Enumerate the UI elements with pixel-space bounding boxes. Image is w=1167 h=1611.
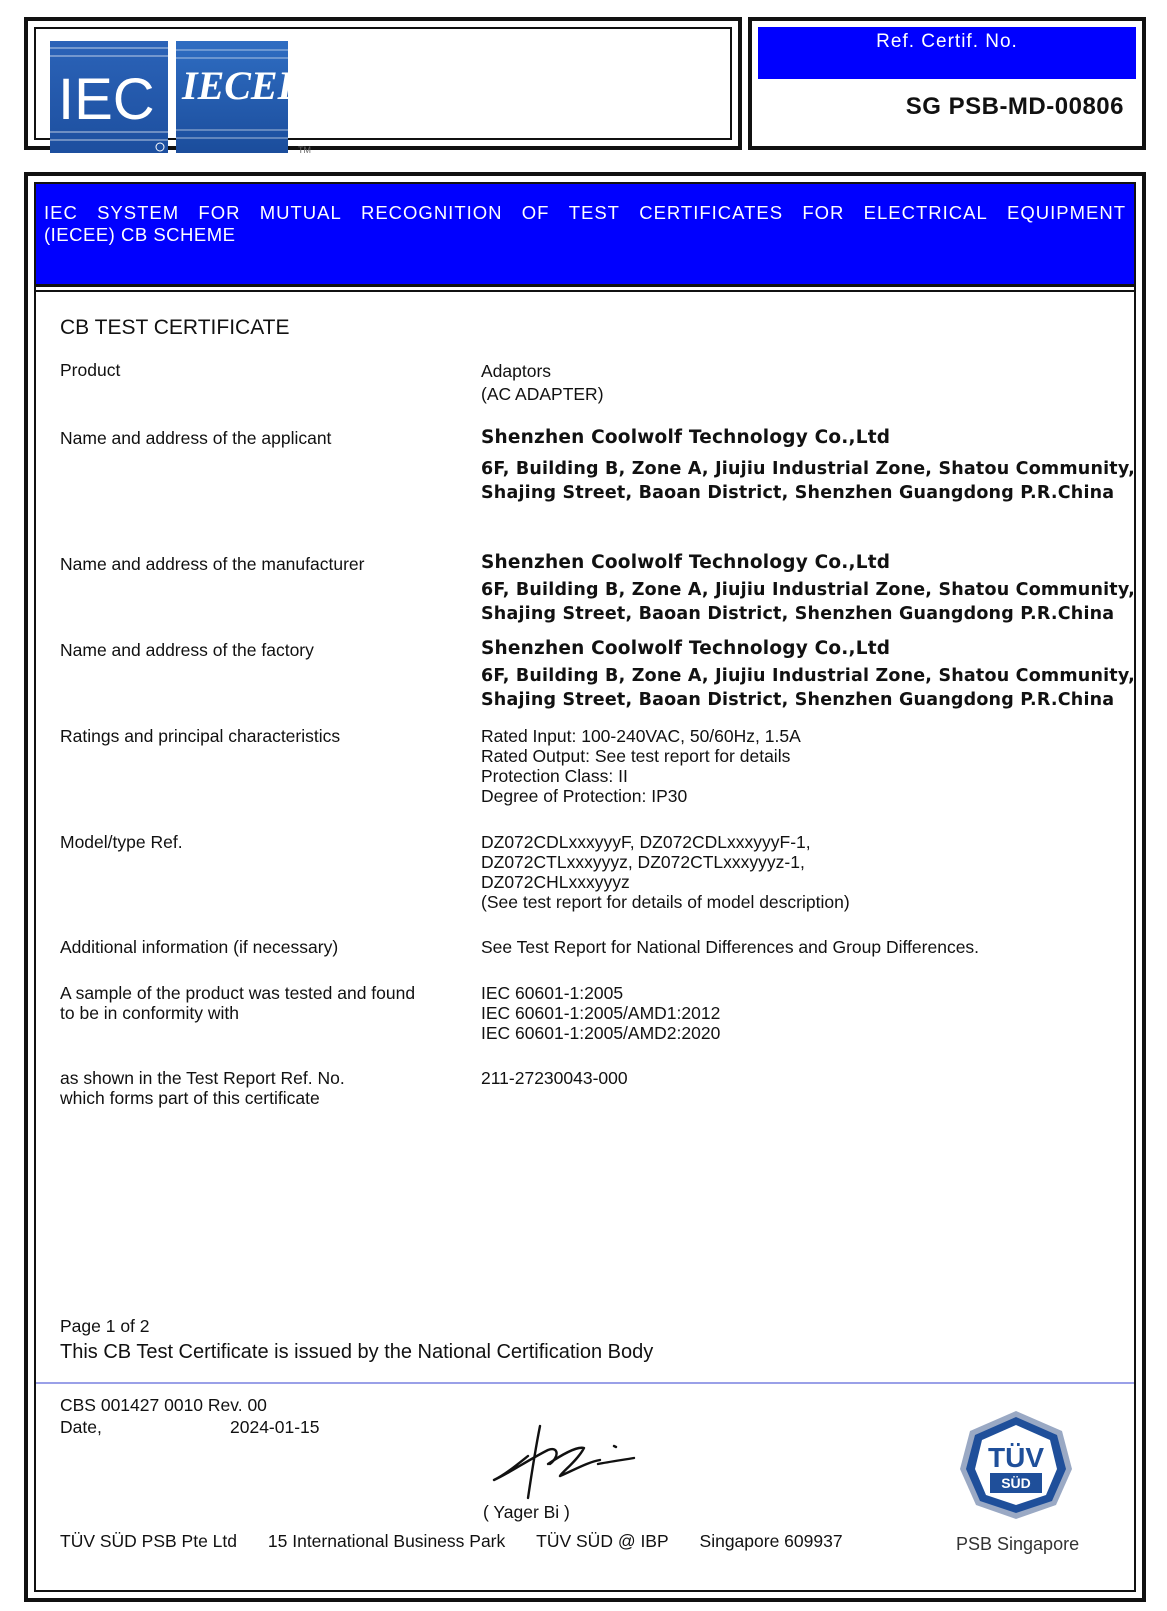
scheme-banner-word: FOR — [802, 202, 845, 223]
signature-image — [488, 1416, 638, 1506]
conformity-label — [60, 983, 415, 1023]
manufacturer-address — [481, 578, 1135, 626]
standard-line: IEC 60601-1:2005/AMD1:2012 — [481, 1003, 721, 1023]
scheme-banner-word: EQUIPMENT — [1007, 202, 1126, 223]
address-line: Shajing Street, Baoan District, Shenzhen Guangdong P.R.China — [481, 483, 1115, 503]
rating-line: Rated Output: See test report for details — [481, 746, 791, 766]
ref-certificate-box — [748, 17, 1146, 150]
iecee-logo — [176, 41, 305, 153]
manufacturer-label: Name and address of the manufacturer — [60, 554, 365, 574]
model-line: DZ072CHLxxxyyyz — [481, 872, 630, 892]
scheme-banner-word: RECOGNITION — [360, 202, 503, 223]
ref-number: SG PSB-MD-00806 — [905, 93, 1124, 120]
psb-singapore-label: PSB Singapore — [956, 1534, 1080, 1554]
issuer-street: 15 International Business Park — [267, 1531, 506, 1551]
banner-separator — [36, 284, 1134, 292]
additional-value: See Test Report for National Differences and Group Differences. — [481, 937, 980, 957]
scheme-banner-word: IEC — [44, 202, 78, 223]
page-number: Page 1 of 2 — [60, 1316, 150, 1336]
report-label-line: which forms part of this certificate — [60, 1088, 320, 1108]
ref-label: Ref. Certif. No. — [758, 27, 1136, 79]
ratings-value — [481, 726, 801, 806]
applicant-address — [481, 457, 1135, 505]
report-label-line: as shown in the Test Report Ref. No. — [60, 1068, 345, 1088]
address-line: 6F, Building B, Zone A, Jiujiu Industrial Zone, Shatou Community, — [481, 666, 1135, 686]
issuer-city: Singapore 609937 — [699, 1531, 843, 1551]
issued-by-statement: This CB Test Certificate is issued by the National Certification Body — [60, 1341, 654, 1363]
report-number: 211-27230043-000 — [481, 1068, 628, 1088]
model-line: DZ072CTLxxxyyyz, DZ072CTLxxxyyyz-1, — [481, 852, 805, 872]
scheme-banner-word: OF — [521, 202, 550, 223]
issuer-footer — [60, 1531, 869, 1552]
conformity-label-line: to be in conformity with — [60, 1003, 239, 1023]
scheme-banner-line1 — [44, 202, 1126, 224]
date-label: Date, — [60, 1417, 102, 1437]
additional-label: Additional information (if necessary) — [60, 937, 339, 957]
certificate-frame-inner — [34, 182, 1136, 1592]
scheme-banner-line2: (IECEE) CB SCHEME — [44, 224, 236, 245]
scheme-banner-word: ELECTRICAL — [863, 202, 988, 223]
iecee-logo-text: IECEE — [182, 63, 305, 108]
conformity-label-line: A sample of the product was tested and found — [60, 983, 416, 1003]
model-label: Model/type Ref. — [60, 832, 183, 852]
factory-label: Name and address of the factory — [60, 640, 314, 660]
scheme-banner-word: MUTUAL — [259, 202, 342, 223]
header-logo-box — [24, 17, 742, 155]
divider — [36, 1382, 1134, 1384]
report-label — [60, 1068, 345, 1108]
header-logo-box-inner — [34, 27, 732, 155]
scheme-banner — [36, 184, 1134, 284]
certificate-frame — [24, 172, 1146, 1602]
applicant-label: Name and address of the applicant — [60, 428, 332, 448]
model-line: (See test report for details of model description) — [481, 892, 850, 912]
signer-name: ( Yager Bi ) — [483, 1502, 570, 1522]
product-value — [481, 360, 604, 406]
address-line: 6F, Building B, Zone A, Jiujiu Industrial Zone, Shatou Community, — [481, 459, 1135, 479]
issuer-building: TÜV SÜD @ IBP — [536, 1531, 669, 1551]
scheme-banner-word: TEST — [568, 202, 620, 223]
conformity-standards — [481, 983, 720, 1043]
ratings-label: Ratings and principal characteristics — [60, 726, 341, 746]
scheme-banner-word: SYSTEM — [97, 202, 180, 223]
model-line: DZ072CDLxxxyyyF, DZ072CDLxxxyyyF-1, — [481, 832, 811, 852]
issuer-name: TÜV SÜD PSB Pte Ltd — [60, 1531, 238, 1551]
applicant-name: Shenzhen Coolwolf Technology Co.,Ltd — [481, 427, 891, 448]
rating-line: Protection Class: II — [481, 766, 628, 786]
rating-line: Rated Input: 100-240VAC, 50/60Hz, 1.5A — [481, 726, 801, 746]
product-label: Product — [60, 360, 121, 380]
address-line: Shajing Street, Baoan District, Shenzhen Guangdong P.R.China — [481, 690, 1115, 710]
tuv-logo-subtext: SÜD — [1001, 1475, 1031, 1491]
scheme-banner-word: FOR — [198, 202, 241, 223]
tuv-logo-text: TÜV — [988, 1442, 1044, 1473]
product-line: (AC ADAPTER) — [481, 384, 604, 404]
date-value: 2024-01-15 — [230, 1417, 320, 1437]
iec-logo-text: IEC — [58, 67, 155, 132]
product-line: Adaptors — [481, 361, 552, 381]
trademark-mark: TM — [298, 145, 311, 155]
scheme-banner-word: CERTIFICATES — [639, 202, 784, 223]
certificate-title: CB TEST CERTIFICATE — [60, 316, 290, 339]
date-row — [60, 1417, 320, 1438]
factory-name: Shenzhen Coolwolf Technology Co.,Ltd — [481, 638, 891, 659]
model-value — [481, 832, 850, 912]
address-line: 6F, Building B, Zone A, Jiujiu Industrial Zone, Shatou Community, — [481, 580, 1135, 600]
manufacturer-name: Shenzhen Coolwolf Technology Co.,Ltd — [481, 552, 891, 573]
iec-logo — [50, 41, 168, 153]
rating-line: Degree of Protection: IP30 — [481, 786, 688, 806]
standard-line: IEC 60601-1:2005 — [481, 983, 624, 1003]
tuv-sud-logo — [956, 1409, 1076, 1521]
address-line: Shajing Street, Baoan District, Shenzhen Guangdong P.R.China — [481, 604, 1115, 624]
form-reference: CBS 001427 0010 Rev. 00 — [60, 1395, 267, 1415]
standard-line: IEC 60601-1:2005/AMD2:2020 — [481, 1023, 721, 1043]
factory-address — [481, 664, 1135, 712]
